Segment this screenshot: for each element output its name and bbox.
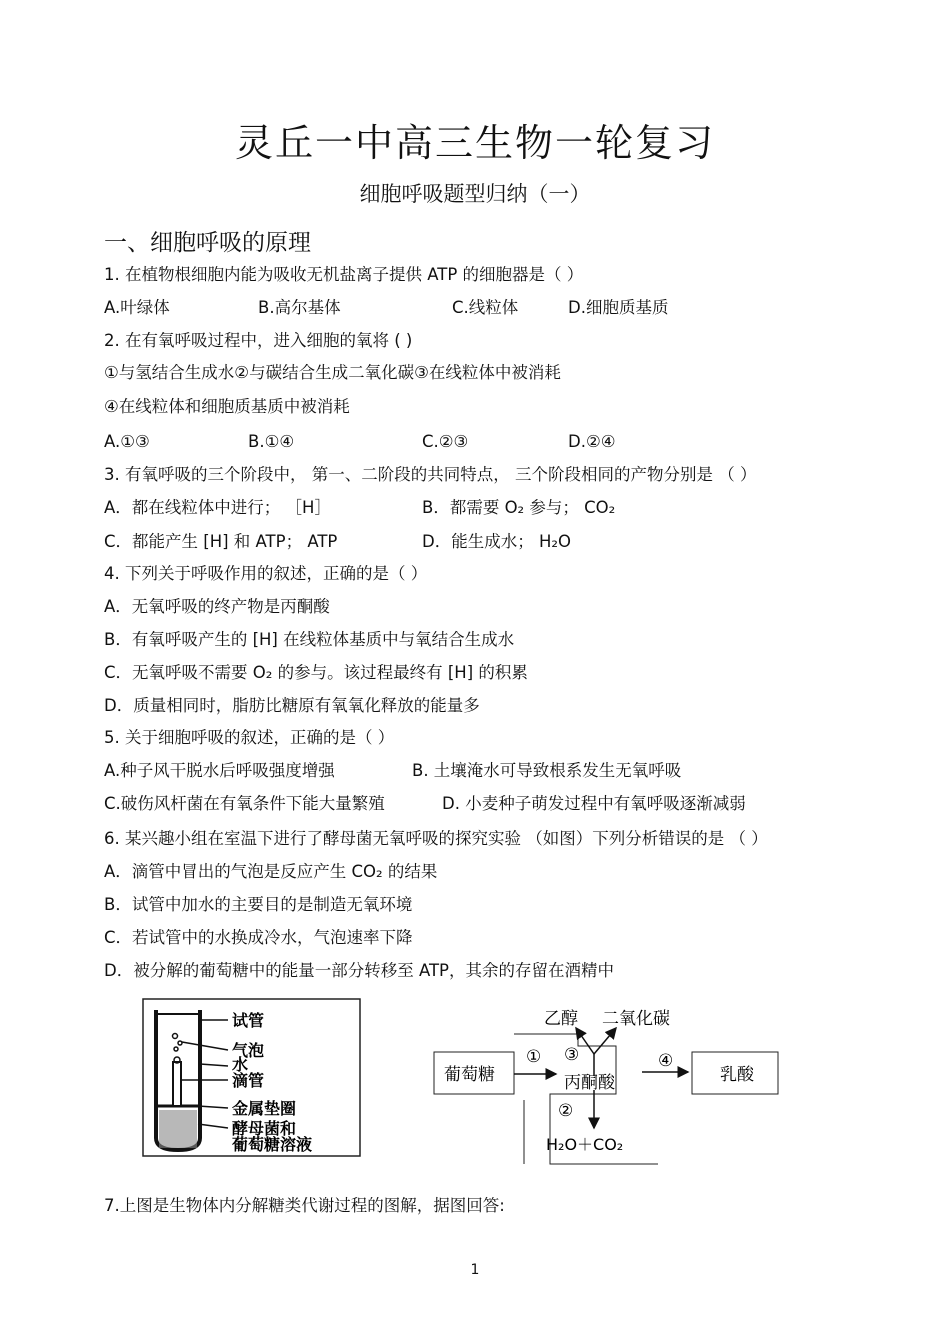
label-metal-washer: 金属垫圈 <box>232 1099 297 1118</box>
q2-option-d: D.②④ <box>568 432 616 451</box>
q3-option-a: A．都在线粒体中进行； ［H］ <box>104 498 331 517</box>
page-number: 1 <box>470 1262 480 1278</box>
lactate-label: 乳酸 <box>720 1065 754 1085</box>
q4-option-b: B．有氧呼吸产生的 [H] 在线粒体基质中与氧结合生成水 <box>104 630 515 649</box>
dropper-shape <box>173 1062 181 1106</box>
q5-option-c: C.破伤风杆菌在有氧条件下能大量繁殖 <box>104 794 385 813</box>
label-dropper: 滴管 <box>232 1071 265 1090</box>
ethanol-label: 乙醇 <box>544 1009 578 1029</box>
arrow-to-co2 <box>594 1028 616 1054</box>
q4-option-a: A．无氧呼吸的终产物是丙酮酸 <box>104 597 330 616</box>
co2-label: 二氧化碳 <box>602 1009 670 1029</box>
q5-option-b: B. 土壤淹水可导致根系发生无氧呼吸 <box>412 761 682 780</box>
pyruvate-label: 丙酮酸 <box>564 1073 615 1093</box>
label-water: 水 <box>232 1055 249 1074</box>
q6-stem: 6. 某兴趣小组在室温下进行了酵母菌无氧呼吸的探究实验 （如图）下列分析错误的是 （ ） <box>104 829 768 848</box>
q5-stem: 5. 关于细胞呼吸的叙述，正确的是（ ） <box>104 728 395 747</box>
q2-statement-1: ①与氢结合生成水②与碳结合生成二氧化碳③在线粒体中被消耗 <box>104 363 561 382</box>
q1-option-a: A.叶绿体 <box>104 298 170 317</box>
page-title: 灵丘一中高三生物一轮复习 <box>234 121 715 165</box>
page-subtitle: 细胞呼吸题型归纳（一） <box>359 182 591 206</box>
q4-option-d: D．质量相同时，脂肪比糖原有氧氧化释放的能量多 <box>104 696 480 715</box>
q7-stem: 7.上图是生物体内分解糖类代谢过程的图解，据图回答: <box>104 1196 505 1215</box>
q4-option-c: C．无氧呼吸不需要 O₂ 的参与。该过程最终有 [H] 的积累 <box>104 663 528 682</box>
q3-option-b: B．都需要 O₂ 参与； CO₂ <box>422 498 616 517</box>
q2-statement-2: ④在线粒体和细胞质基质中被消耗 <box>104 397 350 416</box>
label-yeast: 酵母菌和 <box>232 1119 297 1138</box>
water-co2-label: H₂O＋CO₂ <box>546 1135 624 1154</box>
q1-option-c: C.线粒体 <box>452 298 519 317</box>
q2-option-a: A.①③ <box>104 432 150 451</box>
q3-option-c: C．都能产生 [H] 和 ATP； ATP <box>104 532 338 551</box>
step1-label: ① <box>526 1047 542 1067</box>
q1-option-b: B.高尔基体 <box>258 298 341 317</box>
q6-option-c: C．若试管中的水换成冷水，气泡速率下降 <box>104 928 413 947</box>
label-test-tube: 试管 <box>232 1011 265 1030</box>
section-heading: 一、细胞呼吸的原理 <box>104 230 311 256</box>
q6-option-d: D．被分解的葡萄糖中的能量一部分转移至 ATP，其余的存留在酒精中 <box>104 961 614 980</box>
step2-label: ② <box>558 1101 574 1121</box>
q6-option-a: A．滴管中冒出的气泡是反应产生 CO₂ 的结果 <box>104 862 438 881</box>
q1-stem: 1. 在植物根细胞内能为吸收无机盐离子提供 ATP 的细胞器是（ ） <box>104 265 584 284</box>
label-glucose-solution: 葡萄糖溶液 <box>232 1135 313 1154</box>
step4-label: ④ <box>658 1051 674 1071</box>
q5-option-d: D. 小麦种子萌发过程中有氧呼吸逐渐减弱 <box>442 794 746 813</box>
q2-stem: 2. 在有氧呼吸过程中，进入细胞的氧将 ( ) <box>104 331 413 350</box>
q4-stem: 4. 下列关于呼吸作用的叙述，正确的是（ ） <box>104 564 428 583</box>
apparatus-figure <box>142 998 362 1158</box>
glucose-label: 葡萄糖 <box>444 1065 495 1085</box>
q3-option-d: D．能生成水； H₂O <box>422 532 571 551</box>
q2-option-c: C.②③ <box>422 432 469 451</box>
q1-option-d: D.细胞质基质 <box>568 298 669 317</box>
q3-stem: 3. 有氧呼吸的三个阶段中， 第一、二阶段的共同特点， 三个阶段相同的产物分别是 （ ） <box>104 465 757 484</box>
q5-option-a: A.种子风干脱水后呼吸强度增强 <box>104 761 335 780</box>
q6-option-b: B．试管中加水的主要目的是制造无氧环境 <box>104 895 413 914</box>
label-bubble: 气泡 <box>232 1041 265 1060</box>
yeast-solution-shape <box>159 1110 197 1148</box>
q2-option-b: B.①④ <box>248 432 295 451</box>
pathway-diagram <box>430 1000 810 1166</box>
step3-label: ③ <box>564 1045 580 1065</box>
